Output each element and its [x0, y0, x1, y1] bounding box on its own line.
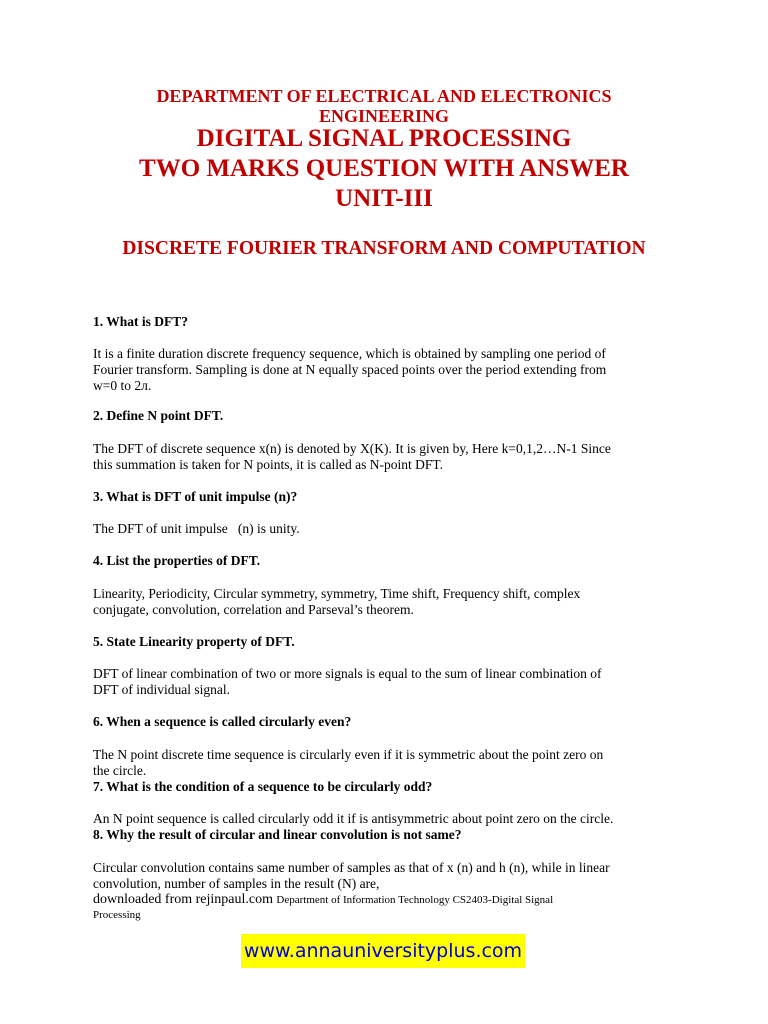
answer-5-line-1: DFT of linear combination of two or more signals is equal to the sum of linear combination of	[93, 666, 602, 681]
question-3: 3. What is DFT of unit impulse (n)?	[93, 489, 298, 504]
answer-8-line-1: Circular convolution contains same number of samples as that of x (n) and h (n), while in linear	[93, 860, 610, 875]
question-6: 6. When a sequence is called circularly even?	[93, 714, 352, 729]
answer-4-line-2: conjugate, convolution, correlation and Parseval’s theorem.	[93, 602, 414, 617]
question-8: 8. Why the result of circular and linear convolution is not same?	[93, 827, 462, 842]
question-4: 4. List the properties of DFT.	[93, 553, 261, 568]
department-it-text-line-2: Processing	[93, 909, 141, 921]
question-1: 1. What is DFT?	[93, 314, 189, 329]
department-it-text: Department of Information Technology CS2403-Digital Signal	[276, 894, 554, 906]
answer-8-line-2: convolution, number of samples in the result (N) are,	[93, 876, 380, 891]
answer-3-line-1: The DFT of unit impulse (n) is unity.	[93, 521, 300, 536]
downloaded-from-text: downloaded from rejinpaul.com	[93, 892, 274, 907]
answer-1-line-3: w=0 to 2л.	[93, 378, 152, 393]
answer-6-line-1: The N point discrete time sequence is circularly even if it is symmetric about the point zero on	[93, 747, 604, 762]
question-2: 2. Define N point DFT.	[93, 408, 224, 423]
unit-title: UNIT-III	[335, 185, 433, 212]
question-7: 7. What is the condition of a sequence to be circularly odd?	[93, 779, 433, 794]
topic-title: DISCRETE FOURIER TRANSFORM AND COMPUTATION	[122, 238, 646, 259]
answer-7-line-1: An N point sequence is called circularly odd it if is antisymmetric about point zero on the circle.	[93, 811, 614, 826]
question-5: 5. State Linearity property of DFT.	[93, 634, 295, 649]
footer-line	[93, 891, 673, 908]
answer-6-line-2: the circle.	[93, 763, 147, 778]
answer-2-line-1: The DFT of discrete sequence x(n) is denoted by X(K). It is given by, Here k=0,1,2…N-1 Since	[93, 441, 611, 456]
document-subtitle: TWO MARKS QUESTION WITH ANSWER	[139, 155, 629, 182]
answer-1-line-1: It is a finite duration discrete frequency sequence, which is obtained by sampling one period of	[93, 346, 606, 361]
website-link[interactable]: www.annauniversityplus.com	[241, 934, 525, 968]
department-line-1: DEPARTMENT OF ELECTRICAL AND ELECTRONICS	[156, 86, 612, 106]
answer-4-line-1: Linearity, Periodicity, Circular symmetry, symmetry, Time shift, Frequency shift, complex	[93, 586, 581, 601]
department-line-2: ENGINEERING	[318, 106, 450, 126]
answer-1-line-2: Fourier transform. Sampling is done at N equally spaced points over the period extending from	[93, 362, 607, 377]
answer-2-line-2: this summation is taken for N points, it is called as N-point DFT.	[93, 457, 443, 472]
course-title: DIGITAL SIGNAL PROCESSING	[196, 125, 572, 152]
answer-5-line-2: DFT of individual signal.	[93, 682, 230, 697]
